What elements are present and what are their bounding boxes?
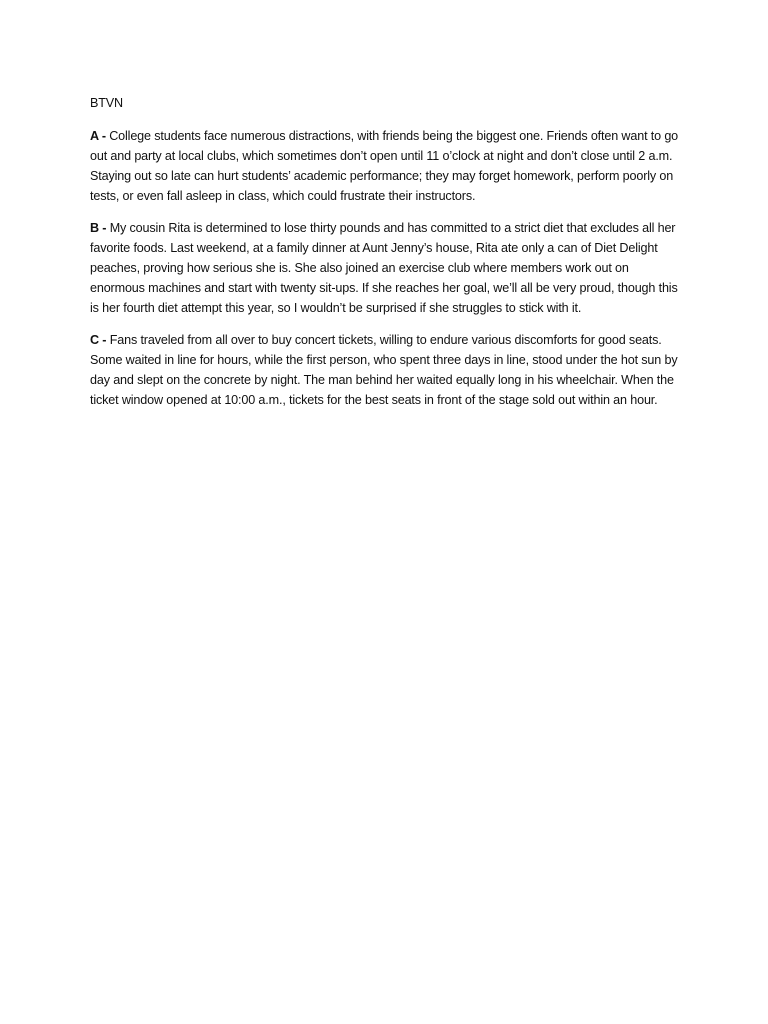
paragraph-label: B - <box>90 221 107 235</box>
paragraph-text: My cousin Rita is determined to lose thirty pounds and has committed to a strict diet that excludes all her favorite foods. Last weekend, at a family dinner at Aunt Jenny’s house, Rita ate only a can of Diet Delight peaches, proving how serious she is. She also joined an exercise club where members work out on enormous machines and start with twenty sit-ups. If she reaches her goal, we’ll all be very proud, though this is her fourth diet attempt this year, so I wouldn’t be surprised if she struggles to stick with it. <box>90 221 678 315</box>
paragraph-label: A - <box>90 129 106 143</box>
paragraph-a <box>90 126 682 206</box>
paragraph-text: College students face numerous distractions, with friends being the biggest one. Friends often want to go out and party at local clubs, which sometimes don’t open until 11 o’clock at night and don’t close until 2 a.m. Staying out so late can hurt students’ academic performance; they may forget homework, perform poorly on tests, or even fall asleep in class, which could frustrate their instructors. <box>90 129 679 203</box>
paragraph-b <box>90 218 682 318</box>
paragraph-c <box>90 330 682 410</box>
paragraph-text: Fans traveled from all over to buy concert tickets, willing to endure various discomforts for good seats. Some waited in line for hours, while the first person, who spent three days in line, stood under the hot sun by day and slept on the concrete by night. The man behind her waited equally long in his wheelchair. When the ticket window opened at 10:00 a.m., tickets for the best seats in front of the stage sold out within an hour. <box>90 333 678 407</box>
document-title: BTVN <box>90 96 123 110</box>
paragraph-label: C - <box>90 333 107 347</box>
document-body <box>90 93 682 422</box>
